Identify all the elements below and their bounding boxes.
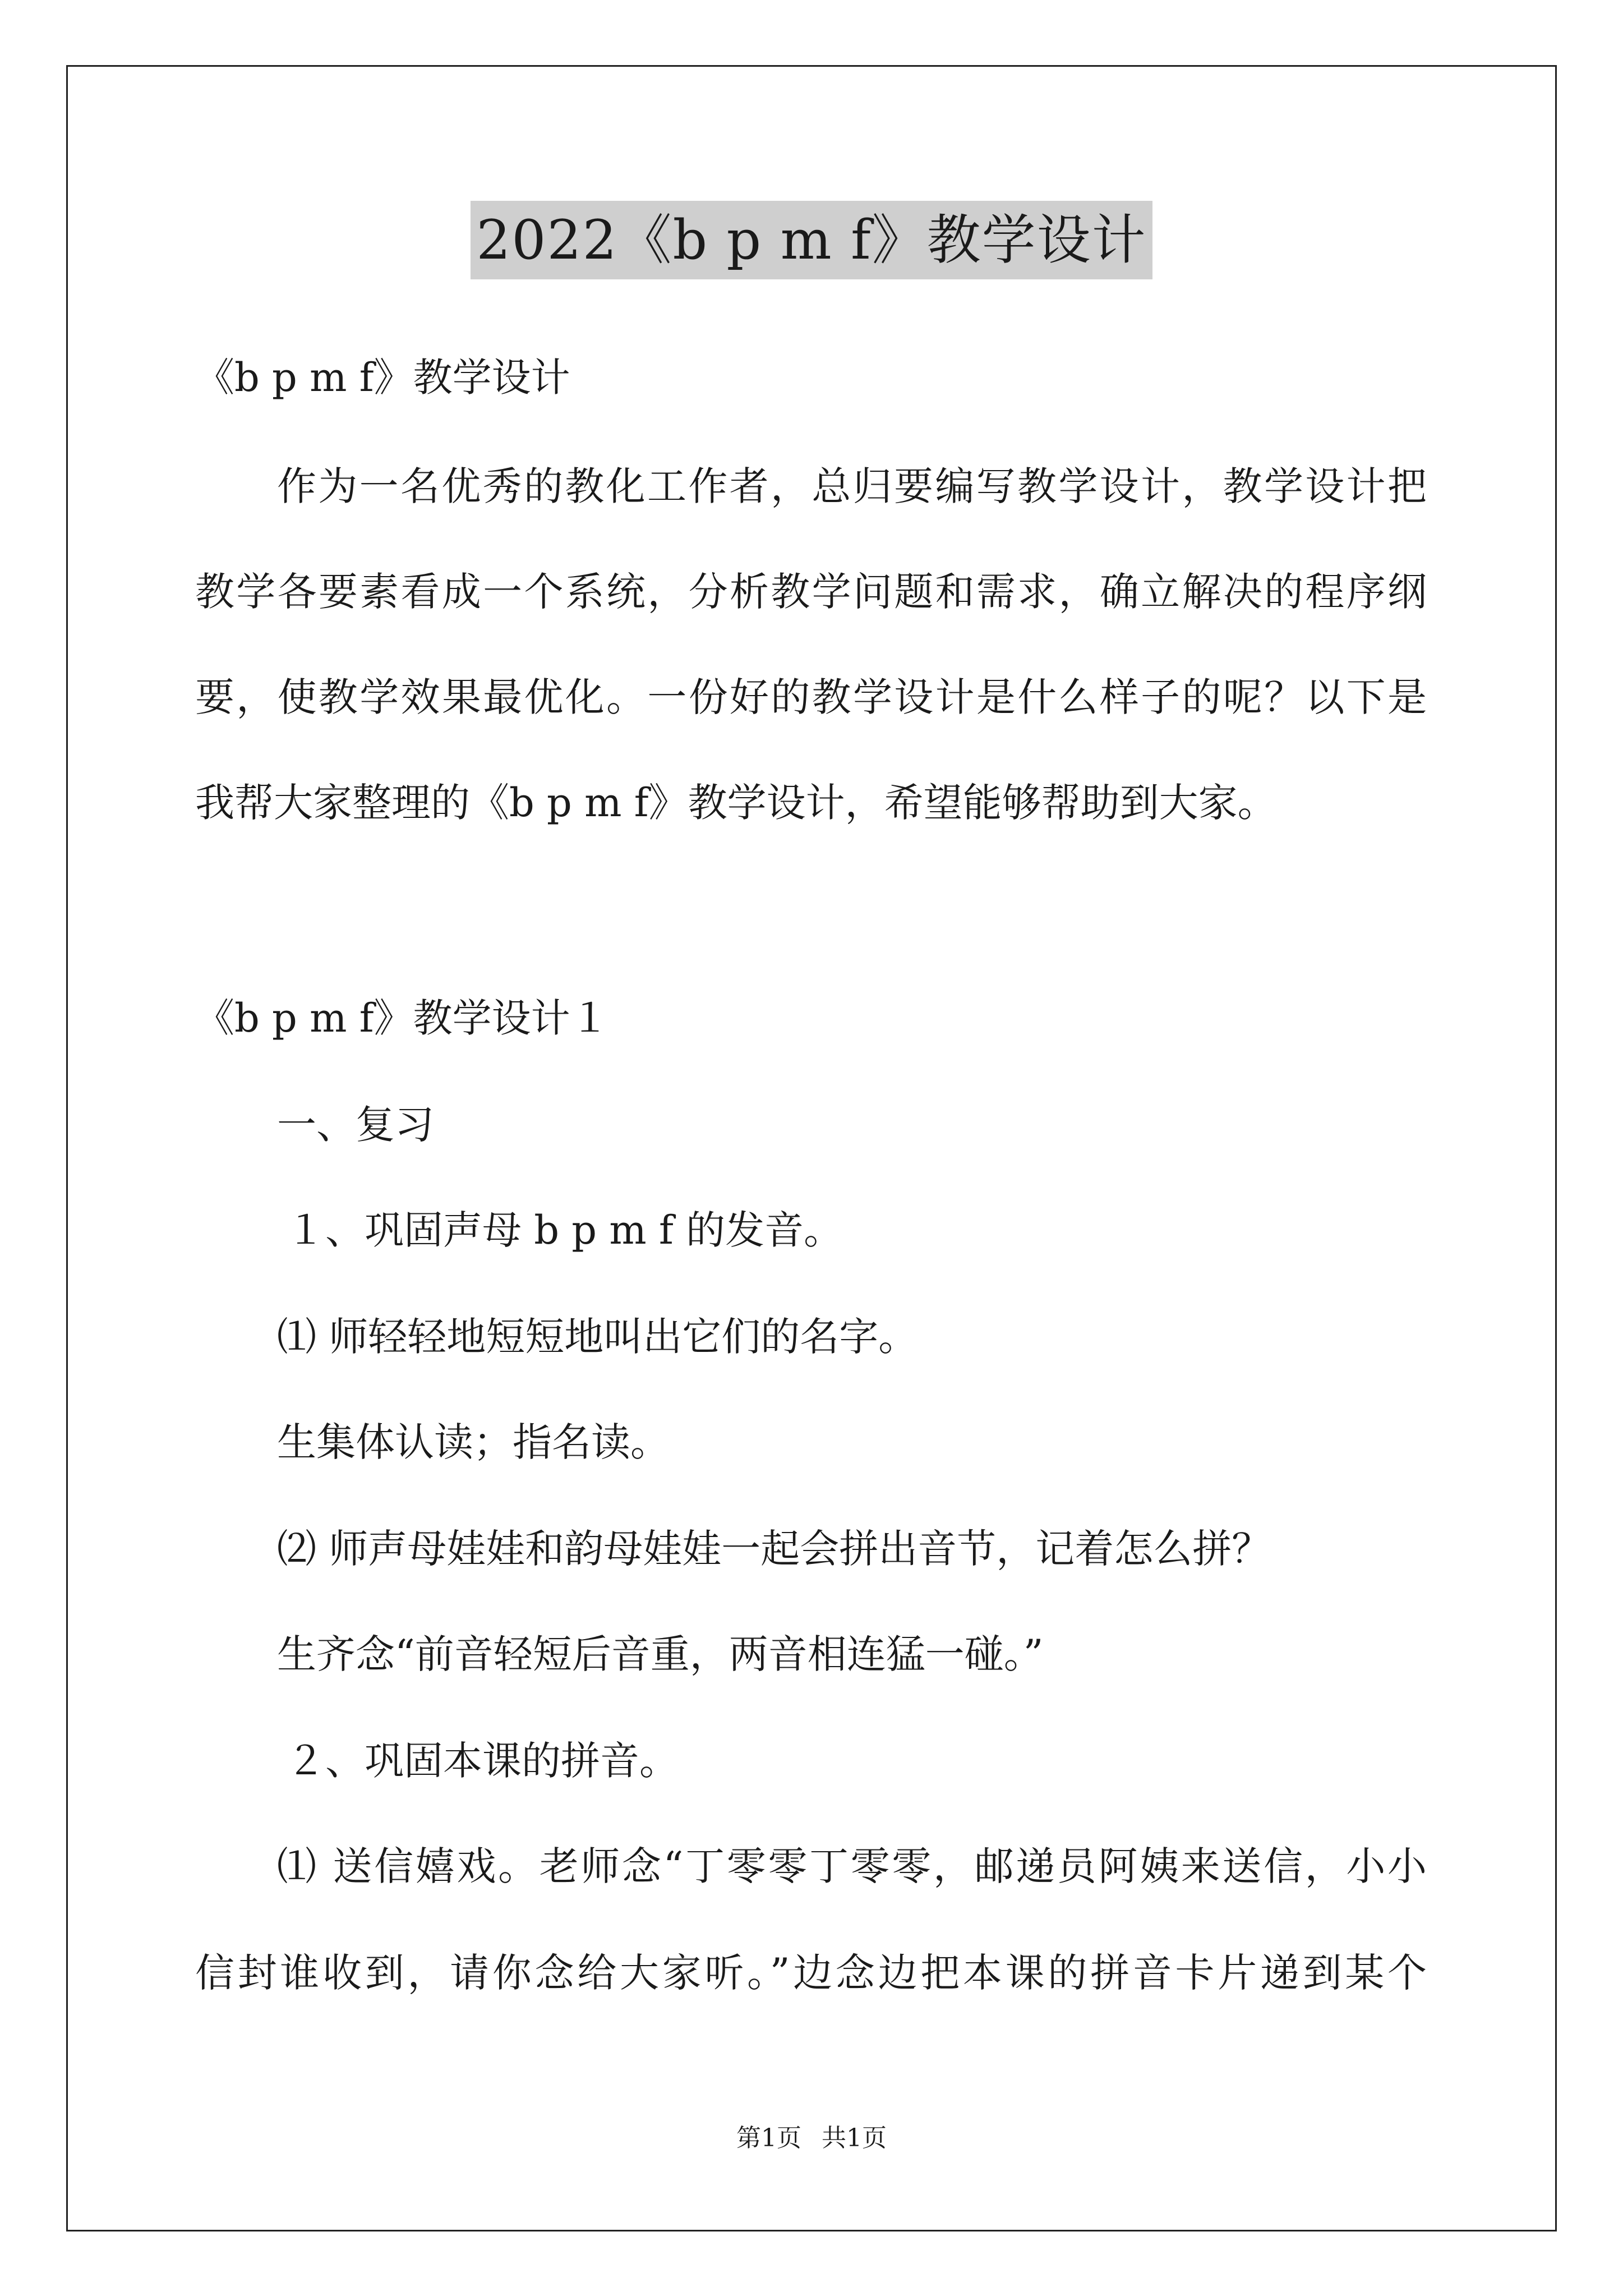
body-line: 生齐念“前音轻短后音重，两音相连猛一碰。” (277, 1631, 1044, 1677)
body-line: ２、巩固本课的拼音。 (286, 1738, 679, 1784)
body-line: 信封谁收到，请你念给大家听。”边念边把本课的拼音卡片递到某个 (195, 1950, 1427, 1996)
title-container (0, 201, 1623, 279)
intro-line: 要，使教学效果最优化。一份好的教学设计是什么样子的呢？以下是 (195, 674, 1427, 720)
section-title: 《b p m f》教学设计１ (195, 995, 610, 1041)
intro-line: 作为一名优秀的教化工作者，总归要编写教学设计，教学设计把 (277, 463, 1427, 509)
document-subtitle: 《b p m f》教学设计 (195, 355, 570, 401)
body-line: ⑵ 师声母娃娃和韵母娃娃一起会拼出音节，记着怎么拼？ (277, 1526, 1271, 1572)
body-line: ⑴ 师轻轻地短短地叫出它们的名字。 (277, 1314, 918, 1360)
page-number: 第1页 (736, 2124, 801, 2152)
body-line: １、巩固声母 b p m f 的发音。 (286, 1207, 843, 1253)
intro-line: 我帮大家整理的《b p m f》教学设计，希望能够帮助到大家。 (195, 780, 1277, 826)
document-title: 2022《b p m f》教学设计 (471, 201, 1152, 279)
page-total: 共1页 (822, 2124, 887, 2152)
body-line: ⑴ 送信嬉戏。老师念“丁零零丁零零，邮递员阿姨来送信，小小 (277, 1843, 1427, 1889)
intro-line: 教学各要素看成一个系统，分析教学问题和需求，确立解决的程序纲 (195, 569, 1427, 615)
body-line: 一、复习 (277, 1102, 434, 1148)
body-line: 生集体认读；指名读。 (277, 1419, 670, 1465)
page-footer (0, 2122, 1623, 2155)
